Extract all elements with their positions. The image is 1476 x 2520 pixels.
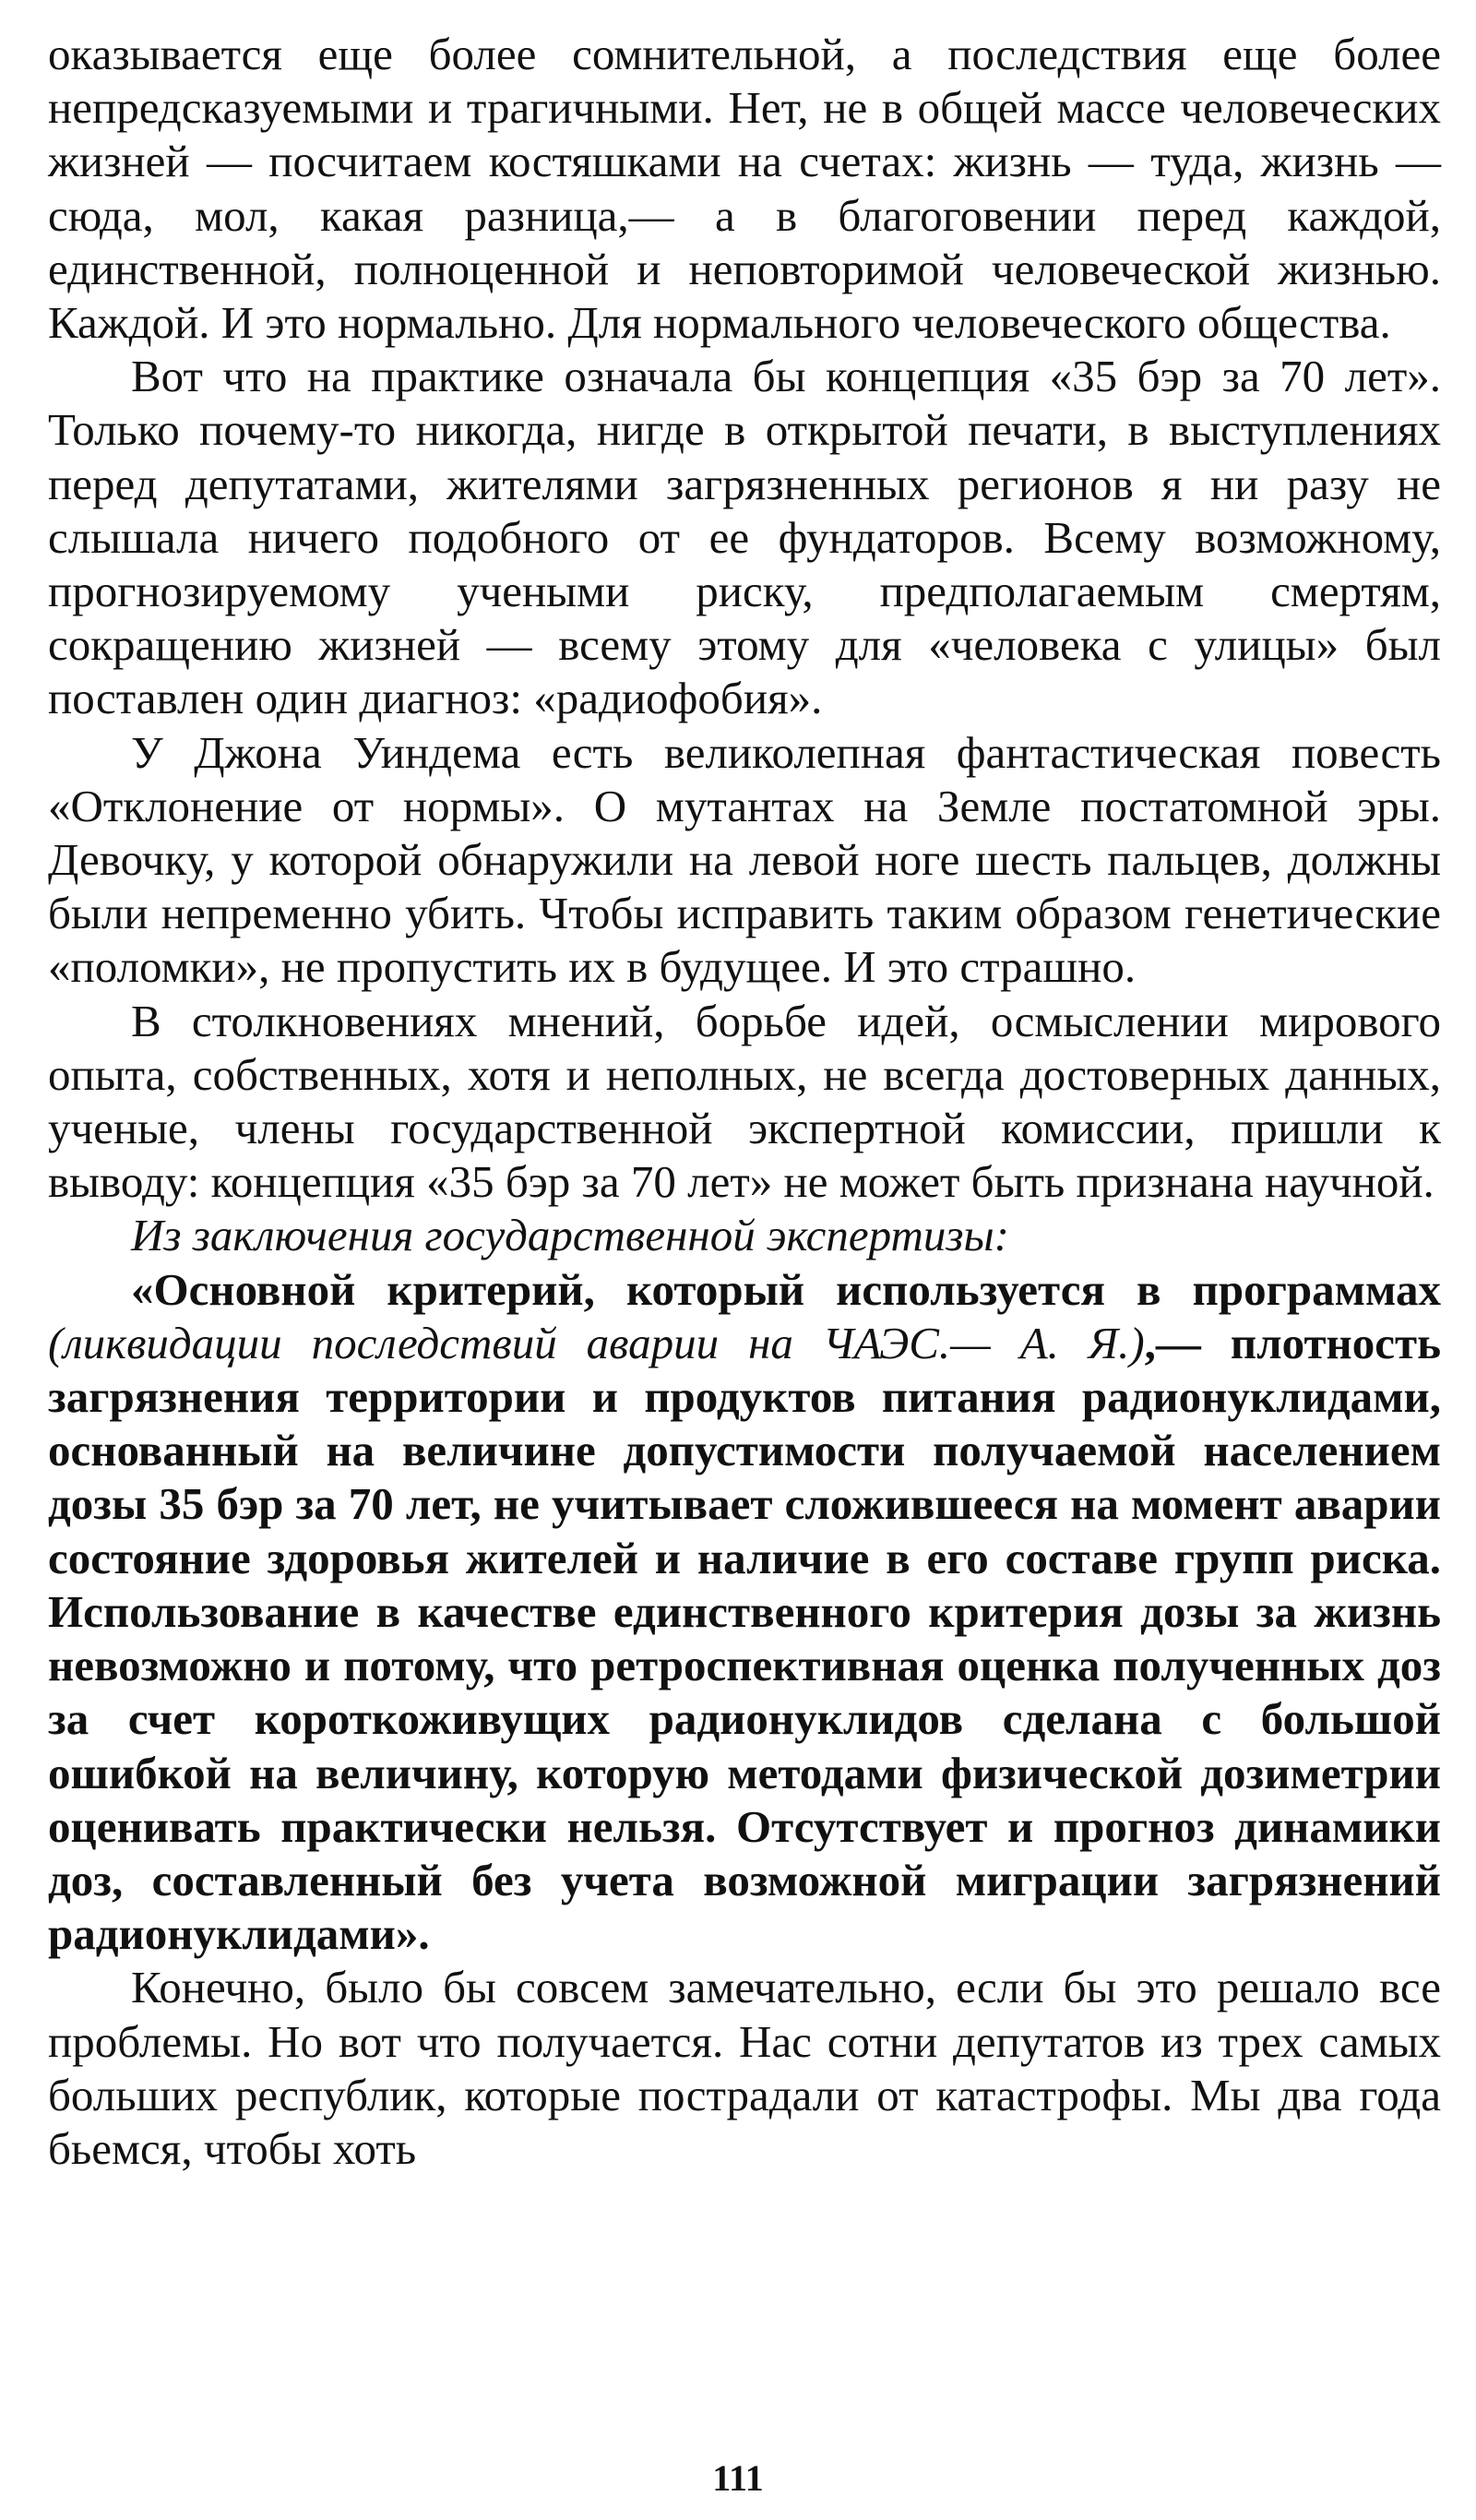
expertise-heading: Из заключения государственной экспертизы: bbox=[131, 1210, 1009, 1261]
paragraph-4: В столкновениях мнений, борьбе идей, осмыслении мирового опыта, собственных, хотя и неполных, не всегда достоверных данных, ученые, члены государственной экспертной комиссии, пришли к выводу: концепция «35 бэр за 70 лет» не может быть признана научной. bbox=[48, 995, 1441, 1208]
page-number: 111 bbox=[712, 2457, 764, 2499]
quote-bold-end: ,— плотность загрязнения территории и продуктов питания радионуклидами, основанный на величине допустимости получаемой населением дозы 35 бэр за 70 лет, не учитывает сложившееся на момент аварии состояние здоровья жителей и наличие в его составе групп риска. Использование в качестве единственного критерия дозы за жизнь невозможно и потому, что ретроспективная оценка полученных доз за счет короткоживущих радионуклидов сделана с большой ошибкой на величину, которую методами физической дозиметрии оценивать практически нельзя. Отсутствует и прогноз динамики доз, составленный без учета возможной миграции загрязнений радионуклидами». bbox=[48, 1317, 1441, 1960]
page-body bbox=[48, 28, 1441, 2176]
quote-author-note: (ликвидации последствий аварии на ЧАЭС.— А. Я.) bbox=[48, 1317, 1145, 1368]
expertise-quote bbox=[48, 1263, 1441, 1962]
paragraph-3: У Джона Уиндема есть великолепная фантастическая повесть «Отклонение от нормы». О мутантах на Земле постатомной эры. Девочку, у которой обнаружили на левой ноге шесть пальцев, должны были непременно убить. Чтобы исправить таким образом генетические «поломки», не пропустить их в будущее. И это страшно. bbox=[48, 726, 1441, 993]
paragraph-7: Конечно, было бы совсем замечательно, если бы это решало все проблемы. Но вот что получается. Нас сотни депутатов из трех самых больших республик, которые пострадали от катастрофы. Мы два года бьемся, чтобы хоть bbox=[48, 1962, 1441, 2174]
paragraph-2: Вот что на практике означала бы концепция «35 бэр за 70 лет». Только почему-то никогда, нигде в открытой печати, в выступлениях перед депутатами, жителями загрязненных регионов я ни разу не слышала ничего подобного от ее фундаторов. Всему возможному, прогнозируемому учеными риску, предполагаемым смертям, сокращению жизней — всему этому для «человека с улицы» был поставлен один диагноз: «радиофобия». bbox=[48, 351, 1441, 724]
quote-bold-start: «Основной критерий, который используется в программах bbox=[131, 1263, 1441, 1315]
paragraph-1: оказывается еще более сомнительной, а последствия еще более непредсказуемыми и трагичными. Нет, не в общей массе человеческих жизней — посчитаем костяшками на счетах: жизнь — туда, жизнь — сюда, мол, какая разница,— а в благоговении перед каждой, единственной, полноценной и неповторимой человеческой жизнью. Каждой. И это нормально. Для нормального человеческого общества. bbox=[48, 29, 1441, 349]
